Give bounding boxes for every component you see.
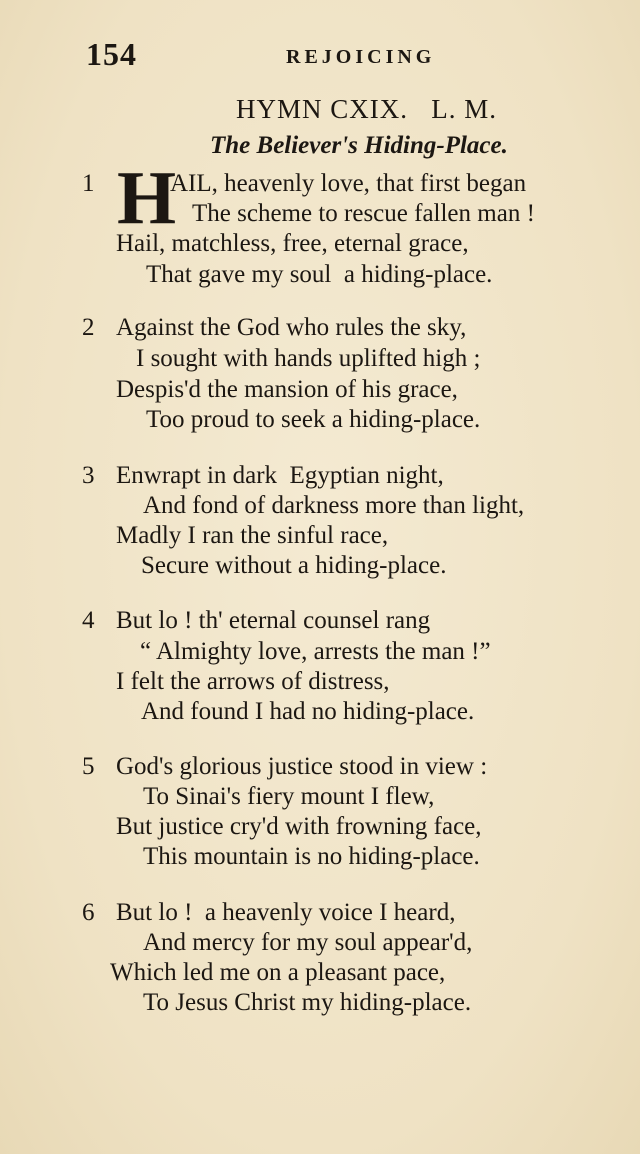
hymn-subtitle: The Believer's Hiding-Place. <box>210 132 508 159</box>
stanza-number: 5 <box>82 753 95 780</box>
stanza-line: Secure without a hiding-place. <box>141 552 447 579</box>
hymn-title: HYMN CXIX. L. M. <box>236 94 497 124</box>
stanza-line: Despis'd the mansion of his grace, <box>116 376 458 403</box>
stanza-line: And fond of darkness more than light, <box>143 492 525 519</box>
stanza-line: I sought with hands uplifted high ; <box>136 345 481 372</box>
page-number: 154 <box>86 36 137 72</box>
stanza-line: But justice cry'd with frowning face, <box>116 813 482 840</box>
stanza-line: But lo ! th' eternal counsel rang <box>116 607 431 634</box>
stanza-line: Too proud to seek a hiding-place. <box>146 406 481 433</box>
stanza-line: But lo ! a heavenly voice I heard, <box>116 899 456 926</box>
stanza-line: Enwrapt in dark Egyptian night, <box>116 462 444 489</box>
stanza-number: 2 <box>82 314 95 341</box>
stanza-line: “ Almighty love, arrests the man !” <box>140 638 491 665</box>
stanza-line: And found I had no hiding-place. <box>141 698 475 725</box>
stanza-line: To Jesus Christ my hiding-place. <box>143 989 472 1016</box>
stanza-line: Madly I ran the sinful race, <box>116 522 389 549</box>
stanza-line: And mercy for my soul appear'd, <box>143 929 473 956</box>
stanza-number: 4 <box>82 607 95 634</box>
stanza-line: That gave my soul a hiding-place. <box>146 261 493 288</box>
stanza-line: AIL, heavenly love, that first began <box>170 170 527 197</box>
stanza-line: This mountain is no hiding-place. <box>143 843 480 870</box>
stanza-line: Against the God who rules the sky, <box>116 314 467 341</box>
stanza-line: The scheme to rescue fallen man ! <box>192 200 535 227</box>
stanza-line: Which led me on a pleasant pace, <box>110 959 446 986</box>
drop-cap: H <box>117 156 177 240</box>
stanza-line: I felt the arrows of distress, <box>116 668 390 695</box>
running-head: REJOICING <box>286 46 436 68</box>
stanza-number: 3 <box>82 462 95 489</box>
stanza-line: To Sinai's fiery mount I flew, <box>143 783 435 810</box>
stanza-line: God's glorious justice stood in view : <box>116 753 488 780</box>
stanza-line: Hail, matchless, free, eternal grace, <box>116 230 469 257</box>
stanza-number: 6 <box>82 899 95 926</box>
stanza-number: 1 <box>82 170 95 197</box>
